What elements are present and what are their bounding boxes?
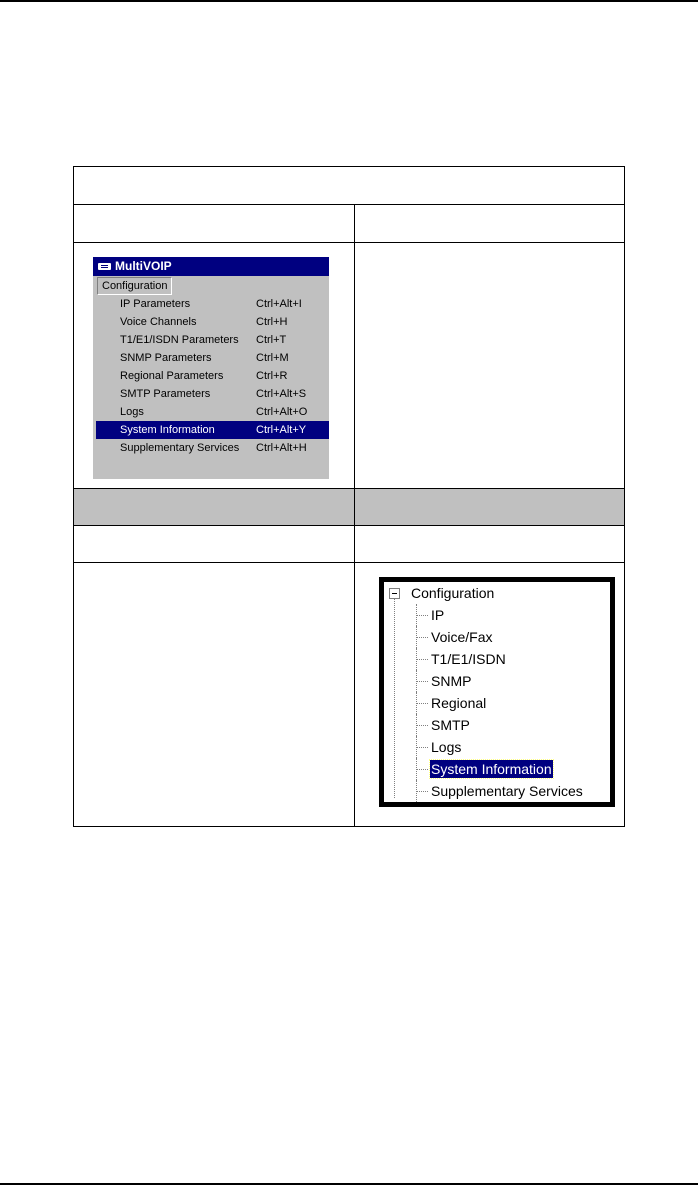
tree-screenshot bbox=[379, 577, 615, 807]
phone-icon bbox=[98, 263, 111, 270]
menu-item-smtp-parameters[interactable] bbox=[96, 385, 329, 403]
second-header-row bbox=[74, 526, 625, 563]
menu-item-supplementary-services[interactable] bbox=[96, 439, 329, 457]
menu-screenshot bbox=[93, 257, 329, 479]
menu-item-ip-parameters[interactable] bbox=[96, 295, 329, 313]
menu-item-label: T1/E1/ISDN Parameters bbox=[120, 334, 239, 346]
menu-item-voice-channels[interactable] bbox=[96, 313, 329, 331]
tree-item-label: SMTP bbox=[431, 717, 470, 733]
tree-item-label: Voice/Fax bbox=[431, 629, 493, 645]
menu-item-logs[interactable] bbox=[96, 403, 329, 421]
window-title-bar bbox=[93, 257, 329, 276]
second-header-left bbox=[74, 526, 355, 563]
tree-connector bbox=[416, 659, 428, 660]
menu-configuration[interactable] bbox=[97, 277, 172, 295]
menu-item-label: Logs bbox=[120, 406, 144, 418]
tree-row bbox=[74, 563, 625, 827]
tree-item-label: SNMP bbox=[431, 673, 472, 689]
tree-item-label: T1/E1/ISDN bbox=[431, 651, 506, 667]
menu-item-label: Regional Parameters bbox=[120, 370, 224, 382]
menu-item-label: Voice Channels bbox=[120, 316, 197, 328]
tree-connector bbox=[416, 769, 428, 770]
shaded-cell-right bbox=[355, 489, 625, 526]
tree-item-label: Regional bbox=[431, 695, 487, 711]
tree-cell bbox=[355, 563, 625, 827]
procedure-table bbox=[73, 166, 625, 827]
tree-connector bbox=[416, 791, 428, 792]
menu-item-t1-e1-isdn-parameters[interactable] bbox=[96, 331, 329, 349]
shaded-row bbox=[74, 489, 625, 526]
menu-item-shortcut: Ctrl+Alt+H bbox=[256, 442, 307, 454]
menu-item-label: SMTP Parameters bbox=[120, 388, 211, 400]
tree-description-cell bbox=[74, 563, 355, 827]
tree-item-label: IP bbox=[431, 607, 445, 623]
header-cell-left bbox=[74, 205, 355, 243]
menu-item-shortcut: Ctrl+Alt+S bbox=[256, 388, 307, 400]
menu-item-snmp-parameters[interactable] bbox=[96, 349, 329, 367]
window-title: MultiVOIP bbox=[115, 259, 172, 273]
menu-item-shortcut: Ctrl+H bbox=[256, 316, 288, 328]
menu-item-label: System Information bbox=[120, 424, 215, 436]
table-title-row bbox=[74, 167, 625, 205]
bottom-rule bbox=[0, 1183, 698, 1185]
menu-bar bbox=[93, 276, 329, 295]
shaded-cell-left bbox=[74, 489, 355, 526]
menu-item-shortcut: Ctrl+Alt+I bbox=[256, 298, 302, 310]
menu-item-system-information[interactable] bbox=[96, 421, 329, 439]
table-header-row bbox=[74, 205, 625, 243]
menu-item-regional-parameters[interactable] bbox=[96, 367, 329, 385]
menu-item-shortcut: Ctrl+Alt+Y bbox=[256, 424, 307, 436]
tree-connector bbox=[416, 725, 428, 726]
tree-connector bbox=[416, 747, 428, 748]
header-cell-right bbox=[355, 205, 625, 243]
tree-connector bbox=[416, 637, 428, 638]
tree-connector bbox=[416, 681, 428, 682]
tree-connector bbox=[394, 598, 395, 798]
menu-item-shortcut: Ctrl+Alt+O bbox=[256, 406, 308, 418]
tree-connector bbox=[416, 703, 428, 704]
tree-root-label: Configuration bbox=[411, 585, 495, 601]
menu-item-label: Supplementary Services bbox=[120, 442, 240, 454]
menu-cell bbox=[74, 243, 355, 489]
dropdown-menu bbox=[96, 295, 329, 457]
menu-item-label: SNMP Parameters bbox=[120, 352, 212, 364]
tree-item-label: Supplementary Services bbox=[431, 783, 583, 799]
menu-row bbox=[74, 243, 625, 489]
tree-item-label: Logs bbox=[431, 739, 462, 755]
menu-item-shortcut: Ctrl+T bbox=[256, 334, 287, 346]
top-rule bbox=[0, 0, 698, 2]
tree-connector bbox=[416, 615, 428, 616]
menu-description-cell bbox=[355, 243, 625, 489]
second-header-right bbox=[355, 526, 625, 563]
menu-item-shortcut: Ctrl+M bbox=[256, 352, 289, 364]
menu-item-shortcut: Ctrl+R bbox=[256, 370, 288, 382]
collapse-icon[interactable] bbox=[389, 588, 400, 599]
menu-configuration-label: Configuration bbox=[102, 280, 168, 292]
tree-item-label: System Information bbox=[431, 761, 552, 777]
table-title-cell bbox=[74, 167, 625, 205]
menu-item-label: IP Parameters bbox=[120, 298, 191, 310]
